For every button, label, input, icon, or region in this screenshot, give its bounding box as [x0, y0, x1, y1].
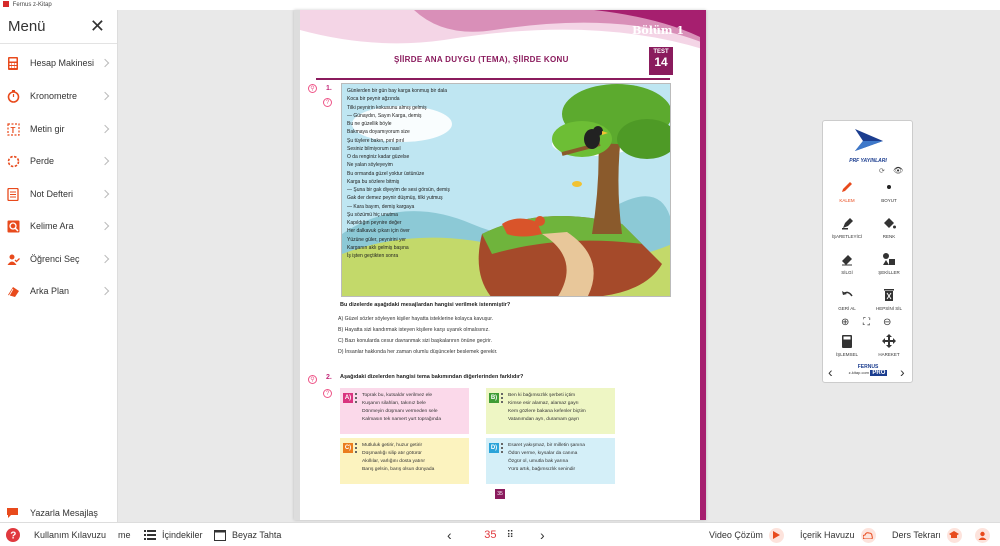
card-line: Toprak bu, kutsaldır verilmez ele	[362, 393, 433, 398]
tool-shapes[interactable]	[867, 251, 911, 275]
fit-screen-icon[interactable]: ⛶	[863, 317, 870, 328]
chevron-right-icon	[101, 255, 109, 263]
card-line: Ben ki bağımsızlık şerbeti içtim	[508, 393, 576, 398]
tool-clear-all[interactable]	[867, 287, 911, 311]
chevron-right-icon	[101, 125, 109, 133]
word-search-icon	[6, 219, 20, 233]
calculator-icon	[825, 333, 869, 349]
sidebar-item-stopwatch[interactable]	[0, 85, 118, 107]
page-header-decoration	[294, 10, 706, 80]
poem-line: Her dalkavuk çıkarı için över	[347, 228, 410, 235]
whiteboard-button[interactable]	[214, 523, 281, 546]
content-pool-button[interactable]	[800, 523, 876, 546]
whiteboard-icon	[214, 530, 226, 541]
poem-line: Tilki peynirin kokusunu almış gelmiş	[347, 104, 427, 111]
prev-page-button[interactable]: ‹	[447, 527, 452, 543]
card-line: Vatanımdan ayrı, duramam gayrı	[508, 417, 580, 422]
card-line: Kuşanın silahları, takınız bele	[362, 401, 426, 406]
whiteboard-label: Beyaz Tahta	[232, 530, 282, 540]
tool-label: KALEM	[839, 198, 855, 203]
video-solution-label: Video Çözüm	[709, 530, 763, 540]
sidebar-item-label: Not Defteri	[30, 189, 74, 199]
notebook-icon	[6, 187, 20, 201]
chevron-right-icon	[101, 222, 109, 230]
contents-button[interactable]	[144, 523, 203, 546]
answer-card-c[interactable]	[340, 438, 469, 484]
tool-label: ŞEKİLLER	[878, 270, 900, 275]
sidebar-item-label: Arka Plan	[30, 286, 70, 296]
sidebar-menu	[0, 10, 118, 522]
paint-bucket-icon	[867, 215, 911, 231]
publisher-logo	[843, 127, 893, 163]
option-c[interactable]: C) Bazı konularda cesur davranmak sizi başkalarının önüne geçirir.	[338, 338, 492, 344]
question-1-text: Bu dizelerde aşağıdaki mesajlardan hangisi verilmek istenmiştir?	[340, 302, 511, 308]
card-line: Akıllılar, varlığını dosta yatırır	[362, 459, 426, 464]
poem-line: — Günaydın, Sayın Karga, demiş	[347, 112, 422, 119]
svg-text:?: ?	[10, 530, 17, 542]
title-underline	[316, 78, 670, 80]
chat-icon	[6, 506, 20, 520]
bottom-toolbar	[0, 522, 1000, 546]
sidebar-item-calculator[interactable]	[0, 52, 118, 74]
card-line: Barış gelsin, barış olsun dünyada	[362, 467, 435, 472]
undo-icon	[825, 287, 869, 303]
brand-pro: PRO	[872, 370, 886, 376]
card-line: Özgür ol, umutla bak yarına	[508, 459, 569, 464]
tool-move[interactable]	[867, 333, 911, 357]
tool-undo[interactable]	[825, 287, 869, 311]
dots-icon	[501, 443, 503, 453]
svg-text:T: T	[10, 125, 15, 135]
card-line: Düşmanlığı silip atır götürür	[362, 451, 422, 456]
question-number: 1.	[326, 85, 332, 92]
card-line: Ödün verme, kıysalar da canına	[508, 451, 578, 456]
message-author-button[interactable]	[0, 503, 118, 523]
panel-prev-button[interactable]: ‹	[828, 364, 833, 380]
poem-line: Kapıldığın peynire değer	[347, 220, 402, 226]
chevron-right-icon	[101, 157, 109, 165]
graduation-cap-icon	[947, 528, 962, 543]
page-spine	[294, 10, 300, 520]
cloud-icon	[861, 528, 876, 543]
brand-site: z-kitap.com	[848, 370, 870, 375]
tool-label: İŞLEMSEL	[835, 352, 858, 357]
trash-icon	[867, 287, 911, 303]
poem-line: Bu ne güzellik böyle	[347, 121, 392, 127]
poem-line: Bu ormanda güzel yoktur üstünüze	[347, 170, 425, 177]
page-number: 35	[495, 489, 505, 499]
sidebar-item-label: Perde	[30, 156, 55, 166]
dots-icon	[501, 393, 503, 403]
card-line: Mutluluk getirir, huzur getirir	[362, 443, 423, 448]
partial-label	[118, 523, 131, 546]
tool-label: RENK	[882, 234, 896, 239]
tool-pen[interactable]	[825, 179, 869, 203]
fernus-brand	[843, 364, 893, 378]
tool-label: GERİ AL	[838, 306, 856, 311]
tool-label: HAREKET	[878, 352, 900, 357]
poem-illustration	[341, 83, 671, 297]
sidebar-item-label: Metin gir	[30, 124, 65, 134]
poem-line: Günlerden bir gün bay karga konmuş bir dala	[347, 88, 448, 94]
card-line: Dönmeyin düşmanı vermeden sele	[362, 409, 438, 414]
card-tag: C)	[344, 445, 352, 451]
tool-eraser[interactable]	[825, 251, 869, 275]
poem-line: Ne yalan söyleyeyim	[347, 162, 393, 169]
tool-operational[interactable]	[825, 333, 869, 357]
contents-label: İçindekiler	[162, 530, 203, 540]
test-badge	[648, 46, 674, 76]
lesson-review-label: Ders Tekrarı	[892, 530, 941, 540]
answer-card-a[interactable]	[340, 388, 469, 434]
dots-icon	[355, 393, 357, 403]
zoom-out-icon[interactable]: ⊖	[883, 317, 892, 328]
card-tag: D)	[490, 445, 498, 451]
pen-icon	[825, 179, 869, 195]
eye-icon[interactable]: 👁	[893, 166, 904, 175]
poem-line: Karga bu sözlere bitmiş	[347, 178, 400, 185]
poem-line: İş işten geçtikten sonra	[347, 253, 399, 259]
zoom-in-icon[interactable]: ⊕	[841, 317, 850, 328]
tool-label: HEPSİNİ SİL	[875, 306, 902, 311]
window-title: Fernus z-Kitap	[12, 2, 52, 8]
eraser-icon	[825, 251, 869, 267]
marker-icon	[825, 215, 869, 231]
card-tag: A)	[344, 395, 352, 401]
next-page-button[interactable]: ›	[540, 527, 545, 543]
test-number: 14	[654, 55, 668, 69]
text-input-icon	[6, 122, 20, 136]
chevron-right-icon	[101, 59, 109, 67]
help-icon	[6, 528, 20, 542]
app-logo-icon	[3, 1, 9, 7]
help-question-icon[interactable]: ?	[323, 389, 332, 398]
stopwatch-icon	[6, 89, 20, 103]
calculator-icon	[6, 56, 20, 70]
zoom-question-icon[interactable]: ⚲	[308, 84, 317, 93]
card-tag: B)	[490, 395, 498, 401]
sidebar-title: Menü	[8, 18, 46, 35]
background-icon	[6, 284, 20, 298]
poem-line: — Şuna bir gak diyeyim de sesi görsün, demiş	[347, 187, 450, 193]
option-a[interactable]: A) Güzel sözler söyleyen kişiler hayatta isteklerine kolayca kavuşur.	[338, 316, 494, 322]
sidebar-item-label: Hesap Makinesi	[30, 58, 95, 68]
panel-next-button[interactable]: ›	[900, 364, 905, 380]
tool-marker[interactable]	[825, 215, 869, 239]
page-edge-bar	[700, 10, 706, 520]
shapes-icon	[867, 251, 911, 267]
poem-line: Karganın aklı gelmiş başına	[347, 244, 409, 251]
poem-line: Yüzüne güler, peynirini yer	[347, 236, 406, 243]
zoom-question-icon[interactable]: ⚲	[308, 375, 317, 384]
list-icon	[144, 530, 156, 540]
card-line: Kimse esir alamaz, alamaz gayrı	[508, 401, 579, 406]
card-line: Esaret yakışmaz, bir milletin şanına	[508, 443, 585, 448]
page-title: ŞİİRDE ANA DUYGU (TEMA), ŞİİRDE KONU	[394, 55, 569, 64]
drawing-tools-panel	[822, 120, 913, 383]
curtain-icon	[6, 154, 20, 168]
tool-label: BOYUT	[881, 198, 897, 203]
answer-card-b[interactable]	[486, 388, 615, 434]
sidebar-item-label: Öğrenci Seç	[30, 254, 80, 264]
lesson-review-button[interactable]	[892, 523, 962, 546]
help-guide-button[interactable]	[6, 523, 106, 546]
message-author-label: Yazarla Mesajlaş	[30, 508, 98, 518]
card-line: Kalmasın tek namert yurt toprağında	[362, 417, 442, 422]
tool-label: SİLGİ	[841, 270, 853, 275]
grid-icon: ⠿	[506, 529, 514, 541]
brand-name: FERNUS	[857, 364, 879, 370]
poem-line: Şu tüylere bakın, pırıl pırıl	[347, 137, 404, 144]
tool-label: İŞARETLEYİCİ	[831, 234, 863, 239]
sidebar-item-label: Kelime Ara	[30, 221, 74, 231]
card-line: Yürü artık, bağımsızlık senindir	[508, 467, 576, 472]
current-page: 35	[484, 529, 497, 541]
sidebar-item-curtain[interactable]	[0, 150, 118, 172]
book-page	[294, 10, 706, 520]
chevron-right-icon	[101, 190, 109, 198]
window-titlebar	[0, 0, 1000, 10]
move-icon	[867, 333, 911, 349]
user-button[interactable]	[975, 523, 990, 546]
close-icon[interactable]: ✕	[89, 16, 105, 36]
poem-line: Sesiniz bilmiyorum nasıl	[347, 145, 401, 152]
sidebar-item-label: Kronometre	[30, 91, 78, 101]
poem-line: Bakmaya doyamıyorum size	[347, 129, 410, 136]
sidebar-item-text-input[interactable]	[0, 118, 118, 140]
sync-icon[interactable]: ⟳	[879, 168, 885, 175]
content-pool-label: İçerik Havuzu	[800, 530, 855, 540]
sidebar-item-notebook[interactable]	[0, 183, 118, 205]
help-question-icon[interactable]: ?	[323, 98, 332, 107]
sidebar-item-student-select[interactable]	[0, 248, 118, 270]
partial-text: me	[118, 530, 131, 540]
tool-size[interactable]	[867, 179, 911, 203]
question-number: 2.	[326, 374, 332, 381]
student-select-icon	[6, 252, 20, 266]
poem-line: Koca bir peynir ağzında	[347, 96, 400, 103]
answer-card-d[interactable]	[486, 438, 615, 484]
page-indicator[interactable]	[474, 527, 524, 543]
poem-line: O da renginiz kadar güzelse	[347, 154, 410, 160]
publisher-name: PRF YAYINLARI	[849, 158, 887, 164]
video-solution-button[interactable]	[709, 523, 784, 546]
card-line: Kem gözlere bakana kefenler biçtim	[508, 409, 586, 414]
sidebar-item-word-search[interactable]	[0, 215, 118, 237]
chevron-right-icon	[101, 287, 109, 295]
poem-text	[347, 87, 487, 260]
dots-icon	[355, 443, 357, 453]
sidebar-header	[0, 10, 117, 44]
tool-color[interactable]	[867, 215, 911, 239]
chevron-right-icon	[101, 92, 109, 100]
option-d[interactable]: D) İnsanlar hakkında her zaman olumlu düşünceler beslemek gerekir.	[338, 349, 498, 355]
poem-line: Gak der demez peynir düşmüş, tilki yutmuş	[347, 195, 443, 202]
sidebar-item-background[interactable]	[0, 280, 118, 302]
play-icon	[769, 528, 784, 543]
test-label: TEST	[653, 49, 669, 55]
question-2-text: Aşağıdaki dizelerden hangisi tema bakımından diğerlerinden farklıdır?	[340, 374, 524, 380]
option-b[interactable]: B) Hayatta sizi kandırmak isteyen kişilere karşı uyanık olmalısınız.	[338, 327, 490, 333]
chapter-title: Bölüm 1	[632, 24, 684, 37]
help-guide-label: Kullanım Kılavuzu	[34, 530, 107, 540]
user-icon	[975, 528, 990, 543]
poem-line: — Kara bayım, demiş kargaya	[347, 203, 415, 210]
dot-icon	[867, 179, 911, 195]
poem-line: Şu sözümü hiç unutma	[347, 211, 398, 218]
